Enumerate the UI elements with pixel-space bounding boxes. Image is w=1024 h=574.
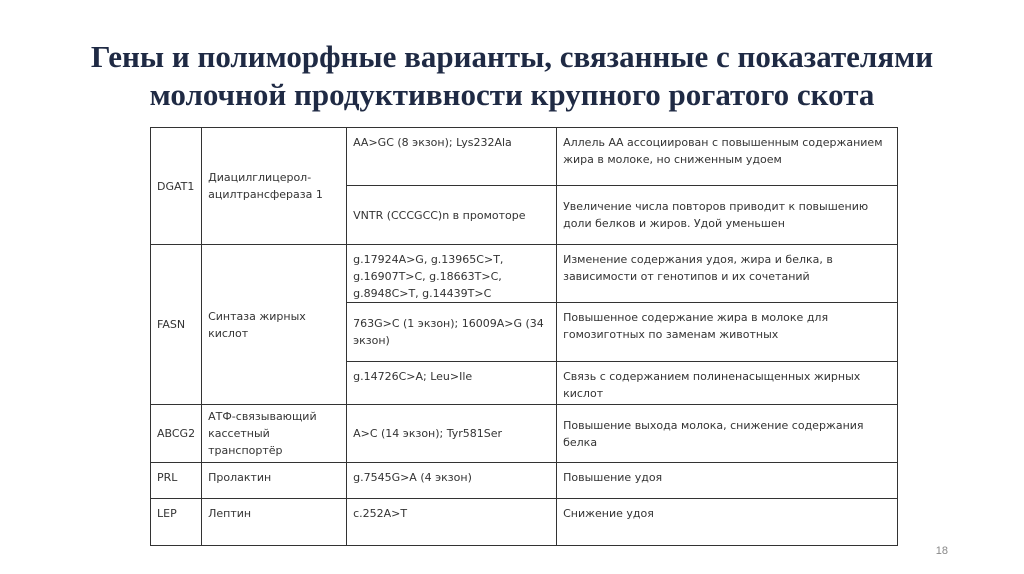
variant-cell: 763G>C (1 экзон); 16009A>G (34 экзон) — [347, 303, 557, 362]
slide-title — [0, 38, 1024, 114]
effect-cell: Связь с содержанием полиненасыщенных жирных кислот — [557, 362, 898, 405]
variant-cell: AA>GC (8 экзон); Lys232Ala — [347, 128, 557, 186]
effect-cell: Повышение выхода молока, снижение содержания белка — [557, 405, 898, 463]
gene-name-cell: Пролактин — [202, 463, 347, 499]
gene-name-cell: АТФ-связывающий кассетный транспортёр — [202, 405, 347, 463]
table-row — [151, 499, 898, 546]
effect-cell: Повышение удоя — [557, 463, 898, 499]
variant-cell: g.14726C>A; Leu>Ile — [347, 362, 557, 405]
effect-cell: Аллель АА ассоциирован с повышенным содержанием жира в молоке, но сниженным удоем — [557, 128, 898, 186]
gene-name-cell: Лептин — [202, 499, 347, 546]
page-number: 18 — [935, 545, 948, 557]
genes-table — [150, 127, 898, 546]
effect-cell: Увеличение числа повторов приводит к повышению доли белков и жиров. Удой уменьшен — [557, 186, 898, 245]
variant-cell: g.7545G>A (4 экзон) — [347, 463, 557, 499]
variant-cell: VNTR (CCCGCC)n в промоторе — [347, 186, 557, 245]
effect-cell: Повышенное содержание жира в молоке для гомозиготных по заменам животных — [557, 303, 898, 362]
variant-cell: c.252A>T — [347, 499, 557, 546]
table-row — [151, 245, 898, 303]
table-row — [151, 463, 898, 499]
gene-cell: ABCG2 — [151, 405, 202, 463]
gene-name-cell: Синтаза жирных кислот — [202, 245, 347, 405]
gene-name-cell: Диацилглицерол-ацилтрансфераза 1 — [202, 128, 347, 245]
title-line-2: молочной продуктивности крупного рогатого скота — [149, 77, 875, 112]
table-row — [151, 128, 898, 186]
gene-cell: PRL — [151, 463, 202, 499]
title-line-1: Гены и полиморфные варианты, связанные с показателями — [90, 39, 934, 74]
table-row — [151, 405, 898, 463]
gene-cell: FASN — [151, 245, 202, 405]
effect-cell: Изменение содержания удоя, жира и белка, в зависимости от генотипов и их сочетаний — [557, 245, 898, 303]
variant-cell: g.17924A>G, g.13965C>T, g.16907T>C, g.18663T>C, g.8948C>T, g.14439T>C — [347, 245, 557, 303]
variant-cell: A>C (14 экзон); Tyr581Ser — [347, 405, 557, 463]
gene-cell: DGAT1 — [151, 128, 202, 245]
gene-cell: LEP — [151, 499, 202, 546]
effect-cell: Снижение удоя — [557, 499, 898, 546]
